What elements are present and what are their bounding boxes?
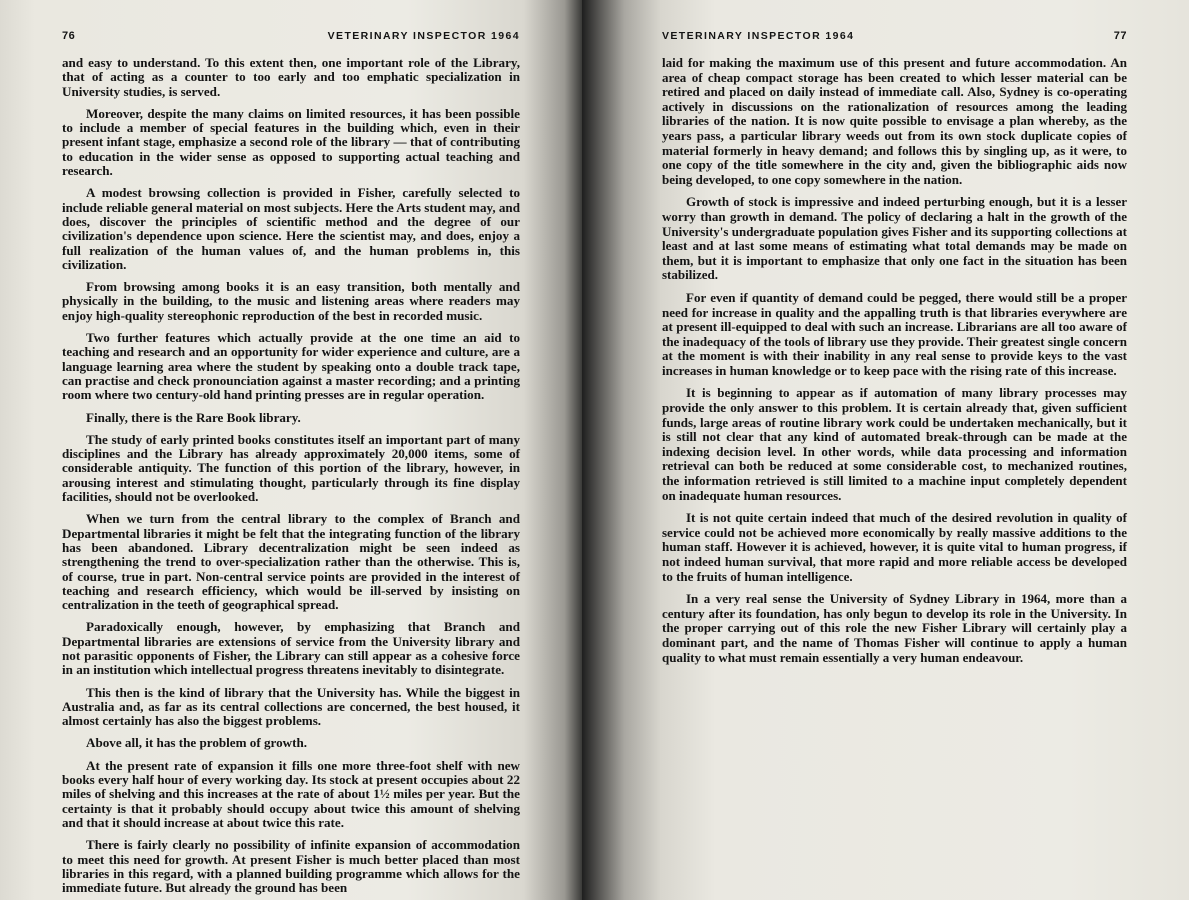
paragraph: When we turn from the central library to the complex of Branch and Departmental libraries it might be felt that the integrating function of the library has been abandoned. Library decentralization might be seen indeed as strengthening the trend to over-specialization rather than the otherwise. This is, of course, true in part. Non-central service points are provided in the interest of teaching and research efficiency, which would be ill-served by insisting on centralization in the teeth of geographical spread.: [62, 511, 520, 613]
paragraph: Moreover, despite the many claims on limited resources, it has been possible to include a member of special features in the building which, even in their present infant stage, emphasize a second role of the library — that of contributing to education in the wider sense as opposed to supporting actual teaching and research.: [62, 105, 520, 179]
paragraph: This then is the kind of library that the University has. While the biggest in Australia and, as far as its central collections are concerned, the best housed, it almost certainly has also the biggest problems.: [62, 684, 520, 729]
paragraph: Growth of stock is impressive and indeed perturbing enough, but it is a lesser worry than growth in demand. The policy of declaring a halt in the growth of the University's undergraduate population gives Fisher and its supporting collections at least and at last some means of estimating what total demands may be made on them, but it is important to emphasize that only one fact in the situation has been stabilized.: [662, 194, 1127, 283]
left-running-header: [62, 30, 520, 42]
paragraph: From browsing among books it is an easy transition, both mentally and physically in the building, to the music and listening areas where readers may enjoy high-quality stereophonic reproduction of the best in recorded music.: [62, 279, 520, 323]
right-running-header: [662, 30, 1127, 42]
right-body-text: [662, 56, 1127, 665]
paragraph: In a very real sense the University of Sydney Library in 1964, more than a century after its foundation, has only begun to develop its role in the University. In the proper carrying out of this role the new Fisher Library will certainly play a dominant part, and the name of Thomas Fisher will continue to apply a human quality to what must remain essentially a very human endeavour.: [662, 591, 1127, 665]
paragraph: The study of early printed books constitutes itself an important part of many disciplines and the Library has already approximately 20,000 items, some of considerable antiquity. The function of this portion of the library, however, in arousing interest and stimulating thought, particularly through its fine display facilities, should not be overlooked.: [62, 431, 520, 505]
paragraph: Finally, there is the Rare Book library.: [86, 409, 301, 425]
left-running-head-title: VETERINARY INSPECTOR 1964: [327, 30, 520, 42]
paragraph: It is not quite certain indeed that much of the desired revolution in quality of service could not be achieved more economically by really massive additions to the human staff. However it is achieved, however, it is quite vital to human progress, if not indeed human survival, that more rapid and more reliable access be developed to the fruits of human intelligence.: [662, 510, 1127, 584]
paragraph: It is beginning to appear as if automation of many library processes may provide the only answer to this problem. It is certain already that, given sufficient funds, large areas of routine library work could be undertaken mechanically, but it is still not clear that any kind of automated break-through can be made at the indexing decision level. In other words, while data processing and information retrieval can both be reduced at some considerable cost, to mechanized routines, the information retrieved is still limited to a machine input completely dependent on inadequate human resources.: [662, 385, 1127, 503]
left-page-number: 76: [62, 30, 76, 42]
right-page: [582, 0, 1189, 900]
paragraph: Above all, it has the problem of growth.: [86, 735, 308, 751]
paragraph: laid for making the maximum use of this present and future accommodation. An area of cheap compact storage has been created to which lesser material can be retired and placed on daily instead of immediate call. Also, Sydney is co-operating actively in discussions on the rationalization of resources among the leading libraries of the nation. It is now quite possible to envisage a plan whereby, as the years pass, a particular library weeds out from its own stock duplicate copies of material formerly in heavy demand; and follows this by singling up, as it were, to one copy of the title somewhere in the city and, given the bibliographic aids now being developed, to one copy somewhere in the nation.: [662, 55, 1127, 187]
left-page: [0, 0, 582, 900]
paragraph: and easy to understand. To this extent then, one important role of the Library, that of acting as a counter to too early and too emphatic specialization in University studies, is served.: [62, 55, 520, 99]
right-running-head-title: VETERINARY INSPECTOR 1964: [662, 30, 855, 42]
paragraph: At the present rate of expansion it fills one more three-foot shelf with new books every half hour of every working day. Its stock at present occupies about 22 miles of shelving and this increases at the rate of about 1½ miles per year. But the certainty is that it probably should occupy about twice this amount of shelving and that it should increase at about twice this rate.: [62, 757, 520, 830]
paragraph: Two further features which actually provide at the one time an aid to teaching and research and an opportunity for wider experience and culture, are a language learning area where the student by speaking onto a double track tape, can practise and check pronounciation against a master recording; and a printing room where two century-old hand printing presses are in regular operation.: [62, 330, 520, 403]
right-page-number: 77: [1113, 30, 1127, 42]
left-body-text: [62, 56, 520, 895]
paragraph: There is fairly clearly no possibility of infinite expansion of accommodation to meet this need for growth. At present Fisher is much better placed than most libraries in this regard, with a planned building programme which allows for the immediate future. But already the ground has been: [62, 837, 520, 896]
paragraph: A modest browsing collection is provided in Fisher, carefully selected to include reliable general material on most subjects. Here the Arts student may, and does, discover the principles of scientific method and the degree of our civilization's dependence upon science. Here the scientist may, and does, enjoy a full realization of the human values of, and the human problems in, this civilization.: [62, 185, 520, 272]
paragraph: Paradoxically enough, however, by emphasizing that Branch and Departmental libraries are extensions of service from the University library and not parasitic opponents of Fisher, the Library can still appear as a cohesive force in an institution which intellectual progress threatens inevitably to disintegrate.: [62, 619, 520, 678]
paragraph: For even if quantity of demand could be pegged, there would still be a proper need for increase in quality and the appalling truth is that libraries everywhere are at present ill-equipped to deal with such an increase. Librarians are all too aware of the inadequacy of the tools of library use they provide. Their greatest single concern at the moment is with their inability in any real sense to provide keys to the vast increases in human knowledge or to keep pace with the rising rate of this increase.: [662, 289, 1127, 378]
